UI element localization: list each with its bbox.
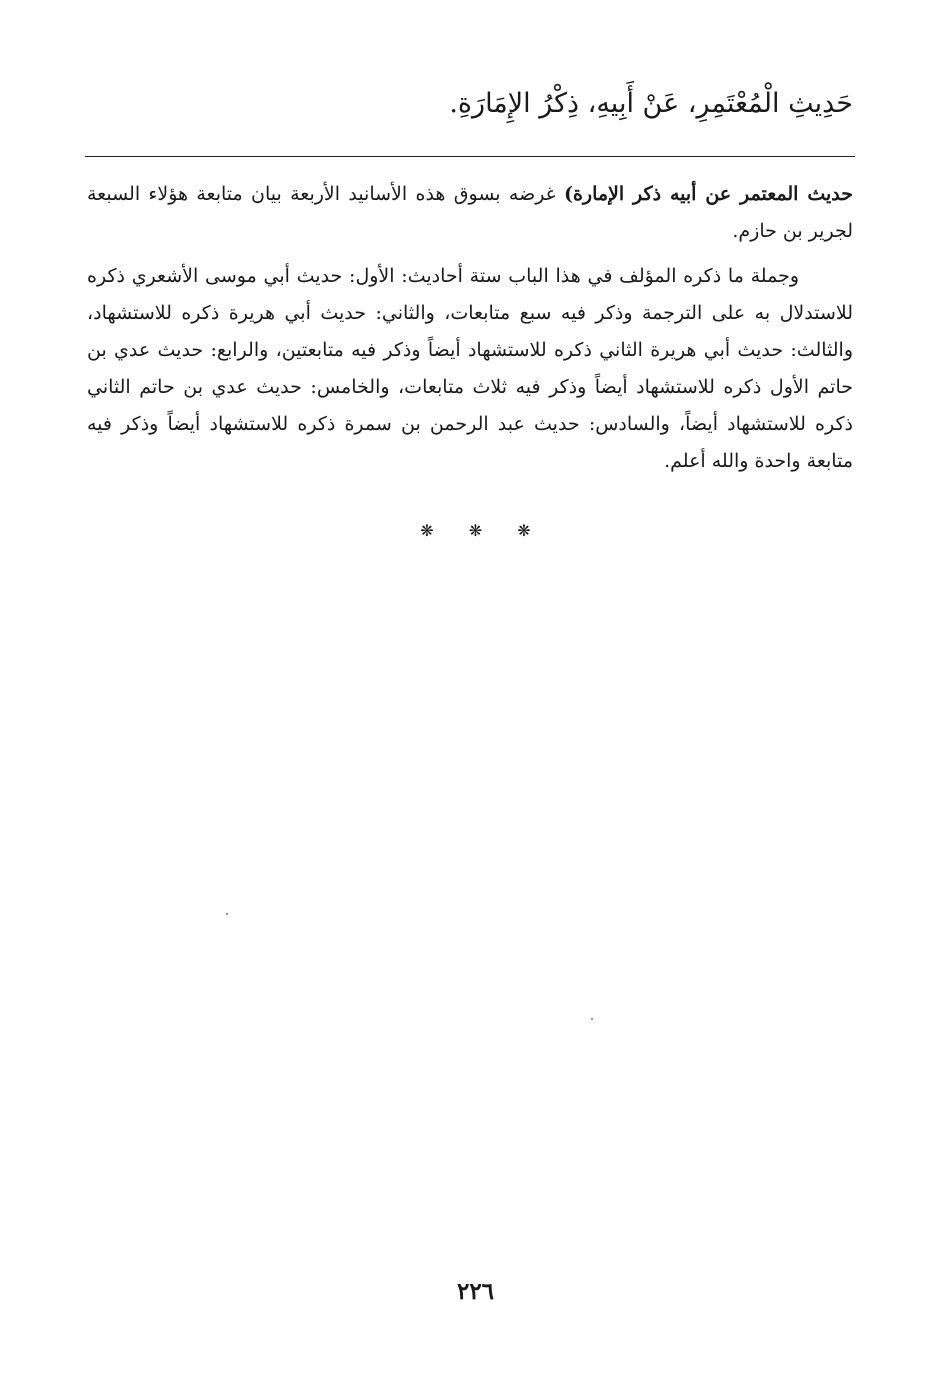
section-divider [0, 521, 951, 540]
commentary-paragraph-1 [87, 176, 853, 250]
paragraph-bold-lead: حديث المعتمر عن أبيه ذكر الإمارة) [563, 183, 853, 205]
divider-star-icon: ❋ [468, 521, 483, 540]
header-rule [85, 156, 855, 157]
scan-speck [591, 1018, 593, 1020]
commentary-paragraph-2: وجملة ما ذكره المؤلف في هذا الباب ستة أحاديث: الأول: حديث أبي موسى الأشعري ذكره للاستدلال به على الترجمة وذكر فيه سبع متابعات، والثاني: حديث أبي هريرة ذكره للاستشهاد، والثالث: حديث أبي هريرة الثاني ذكره للاستشهاد أيضاً وذكر فيه متابعتين، والرابع: حديث عدي بن حاتم الأول ذكره للاستشهاد أيضاً وذكر فيه ثلاث متابعات، والخامس: حديث عدي بن حاتم الثاني ذكره للاستشهاد أيضاً، والسادس: حديث عبد الرحمن بن سمرة ذكره للاستشهاد أيضاً وذكر فيه متابعة واحدة والله أعلم. [87, 265, 853, 472]
divider-star-icon: ❋ [420, 521, 434, 540]
page-header-title: حَدِيثِ الْمُعْتَمِرِ، عَنْ أَبِيهِ، ذِكْرُ الإِمَارَةِ. [449, 88, 853, 119]
divider-star-icon: ❋ [517, 521, 531, 540]
page-number: ٢٢٦ [456, 1278, 495, 1305]
commentary-body [87, 176, 853, 480]
scan-speck [226, 913, 228, 915]
paragraph-1-text: غرضه بسوق هذه الأسانيد الأربعة بيان متابعة هؤلاء السبعة لجرير بن حازم. [87, 183, 853, 242]
